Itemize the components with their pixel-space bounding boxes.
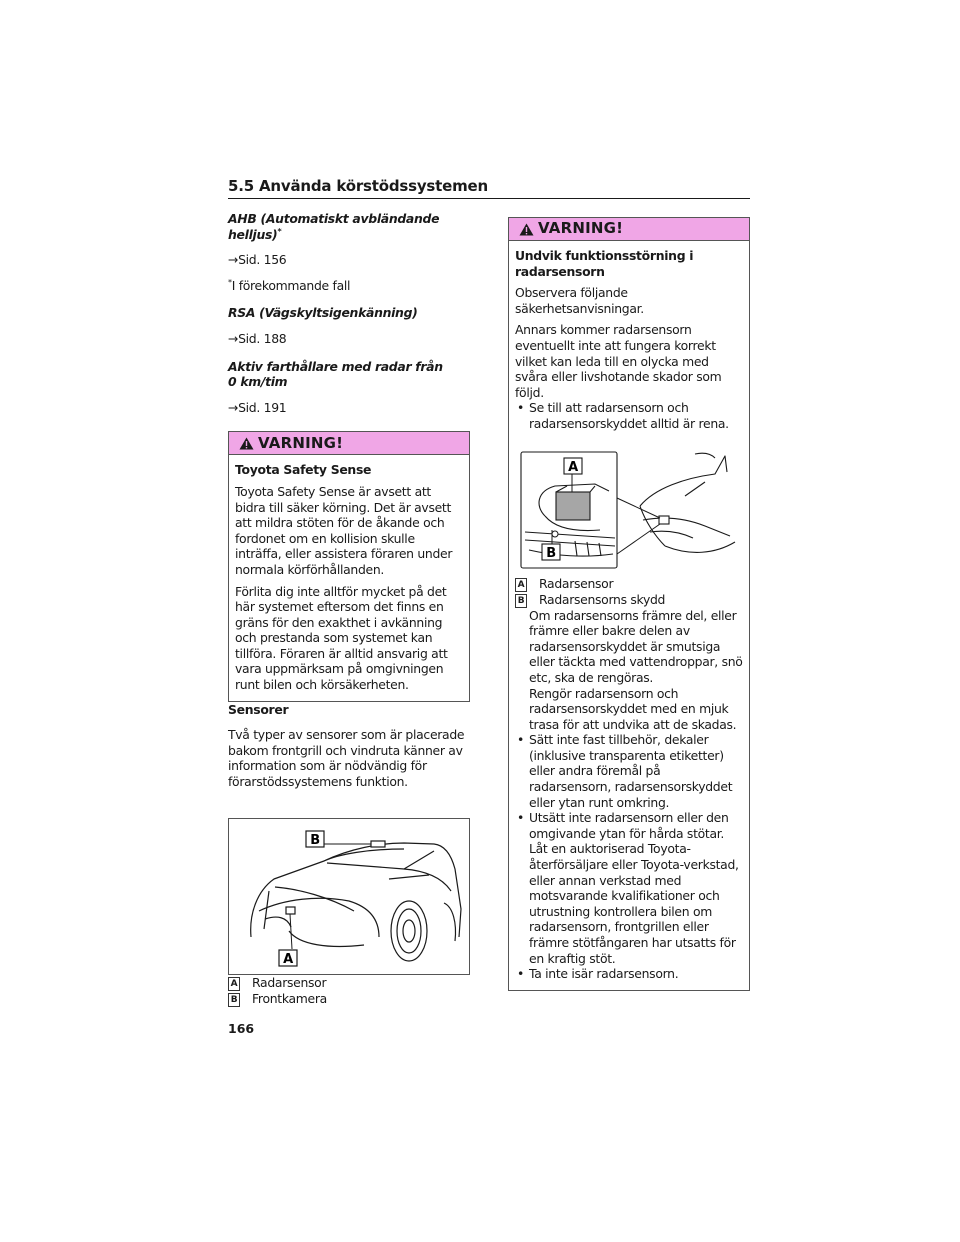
ahb-page-ref[interactable]: →Sid. 156 — [228, 252, 287, 268]
rsa-heading: RSA (Vägskyltsigenkänning) — [228, 305, 418, 321]
legend-b-paragraph: Rengör radarsensorn och radarsensorskyddet med en mjuk trasa för att undvika att de skadas. — [529, 685, 737, 732]
figure-callout-b: B — [310, 832, 320, 848]
page-number: 166 — [228, 1021, 255, 1036]
section-title: 5.5 Använda körstödssystemen — [228, 177, 750, 199]
warning-paragraph: Observera följande säkerhetsanvisningar. — [515, 285, 644, 316]
warning-box-radar-sensor — [508, 217, 750, 991]
legend-key: B — [228, 993, 240, 1007]
warning-bullet: • Sätt inte fast tillbehör, dekaler (inklusive transparenta etiketter) eller andra föremål på radarsensorn, radarsensorskyddet eller ytan runt omkring. — [515, 732, 743, 810]
legend-item: A Radarsensor — [228, 975, 470, 991]
warning-triangle-icon — [519, 223, 534, 236]
warning-header — [229, 432, 469, 455]
ahb-heading: AHB (Automatiskt avbländande helljus)* — [228, 211, 440, 242]
acc-heading: Aktiv farthållare med radar från 0 km/tim — [228, 358, 443, 390]
radar-sensor-figure — [515, 446, 743, 576]
sensors-heading: Sensorer — [228, 701, 289, 717]
warning-label: VARNING! — [538, 219, 624, 238]
legend-b-paragraph: Om radarsensorns främre del, eller främre eller bakre delen av radarsensorskyddet är smutsiga eller täckta med vattendroppar, snö etc, ska de rengöras. — [529, 607, 743, 685]
legend-key: A — [228, 977, 240, 991]
car-front-illustration — [229, 819, 469, 974]
warning-label: VARNING! — [258, 433, 344, 452]
warning-bullet: • Ta inte isär radarsensorn. — [515, 966, 743, 982]
figure-callout-a: A — [283, 951, 293, 967]
car-sensors-figure — [228, 818, 470, 975]
warning-title: Toyota Safety Sense — [235, 462, 372, 478]
warning-bullet: • Se till att radarsensorn och radarsensorskyddet alltid är rena. — [515, 400, 743, 431]
right-column — [508, 217, 750, 991]
left-column — [228, 211, 470, 1007]
legend-key: A — [515, 578, 527, 592]
warning-triangle-icon — [239, 437, 254, 450]
rsa-page-ref[interactable]: →Sid. 188 — [228, 330, 287, 346]
warning-paragraph: Förlita dig inte alltför mycket på det här systemet eftersom det finns en gräns för den exakthet i avkänning och prestanda som systemet kan tillföra. Föraren är alltid ansvarig att vara uppmärksam på omgivningen runt bilen och körsäkerheten. — [235, 583, 448, 693]
radar-sensor-illustration — [515, 446, 745, 576]
warning-paragraph: Toyota Safety Sense är avsett att bidra till säker körning. Det är avsett att mildra stöten för de åkande och fordonet om en kollision skulle inträffa, eller assistera föraren under normala körförhållanden. — [235, 483, 453, 577]
figure-callout-a: A — [568, 459, 578, 475]
warning-box-safety-sense — [228, 431, 470, 701]
warning-bullet: • Utsätt inte radarsensorn eller den omgivande ytan för hårda stötar. Låt en auktoriserad Toyota-återförsäljare eller Toyota-verkstad, eller annan verkstad med motsvarande kvalifikationer och utrustning kontrollera bilen om radarsensorn, frontgrillen eller främre stötfångaren har utsatts för en kraftig stöt. — [515, 810, 743, 966]
acc-page-ref[interactable]: →Sid. 191 — [228, 399, 287, 415]
figure-callout-b: B — [546, 545, 556, 561]
legend-key: B — [515, 594, 527, 608]
footnote: *I förekommande fall — [228, 277, 351, 293]
warning-title: Undvik funktionsstörning i radarsensorn — [515, 248, 694, 279]
warning-paragraph: Annars kommer radarsensorn eventuellt inte att fungera korrekt vilket kan leda till en olycka med svåra eller livshotande skador som följd. — [515, 322, 722, 400]
warning-header — [509, 218, 749, 241]
sensors-text: Två typer av sensorer som är placerade bakom frontgrill och vindruta känner av information som är nödvändig för förarstödssystemens funktion. — [228, 727, 465, 790]
legend-item: B Radarsensorns skydd — [515, 592, 743, 608]
legend-item: B Frontkamera — [228, 991, 470, 1007]
legend-item: A Radarsensor — [515, 576, 743, 592]
